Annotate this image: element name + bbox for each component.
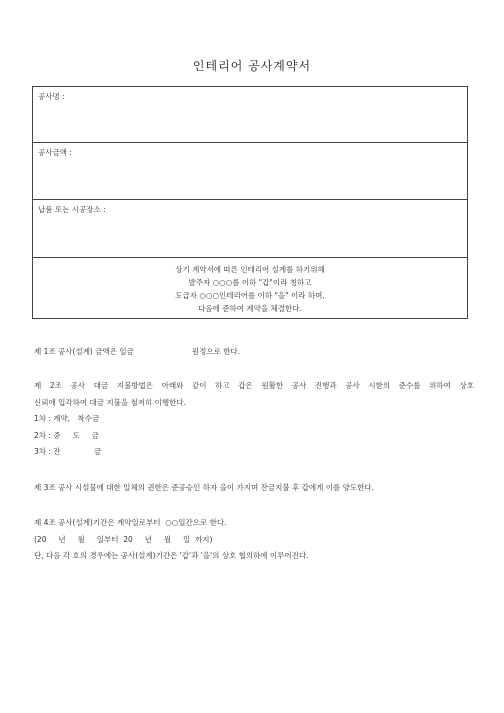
statement-line: 도급자 ○○○인테리어를 이하 "을" 이라 하며, [175, 291, 325, 300]
payment-first: 1차 : 계약, 착수금 [34, 414, 100, 423]
article-3 [34, 480, 474, 497]
project-name-row [33, 87, 467, 143]
project-name-label: 공사명 : [38, 92, 65, 101]
statement-line: 상기 계약서에 따른 인테리어 설계를 하기위해 [175, 265, 325, 274]
article-2-line: 제 2조 공사 대금 지불방법은 아래와 같이 하고 갑은 원활한 공사 진행과 공사 시한의 준수를 위하여 상호 [34, 381, 474, 390]
amount-row [33, 143, 467, 200]
statement-line: 발주자 ○○○를 이하 "갑"이라 칭하고 [188, 278, 312, 287]
article-2-line: 신뢰에 입각하여 대금 지불을 철저히 이행한다. [34, 397, 186, 407]
contract-info-table [32, 86, 468, 319]
article-4 [34, 515, 474, 565]
amount-label: 공사금액 : [38, 148, 72, 157]
document-title: 인테리어 공사계약서 [192, 59, 312, 73]
article-4-period: (20 년 월 일부터 20 년 월 일 까지) [34, 534, 213, 544]
article-1 [34, 344, 474, 361]
article-1-prefix: 제 1조 공사(설계) 금액은 일금 [34, 347, 134, 356]
payment-third: 3차 : 잔 금 [34, 447, 102, 456]
article-3-text: 제 3조 공사 시설물에 대한 일체의 권한은 준공승인 하자 을이 가지며 잔금지불 후 갑에게 이를 양도한다. [34, 483, 374, 492]
statement-line: 다음에 준하여 계약을 체결한다. [198, 304, 302, 313]
article-4-line: 제 4조 공사(설계)기간은 계약일로부터 ○○일간으로 한다. [34, 518, 227, 527]
contract-statement [33, 263, 467, 315]
payment-second: 2차 : 중 도 금 [34, 430, 99, 440]
article-4-line: 단, 다음 각 호의 경우에는 공사(설계)기간은 '갑'과 '을'의 상호 협의하에 이루어진다. [34, 551, 309, 560]
article-2 [34, 378, 474, 461]
location-row [33, 200, 467, 258]
location-label: 납품 또는 시공장소 : [38, 205, 106, 214]
statement-row [33, 258, 467, 318]
article-1-suffix: 원정으로 한다. [191, 347, 241, 356]
